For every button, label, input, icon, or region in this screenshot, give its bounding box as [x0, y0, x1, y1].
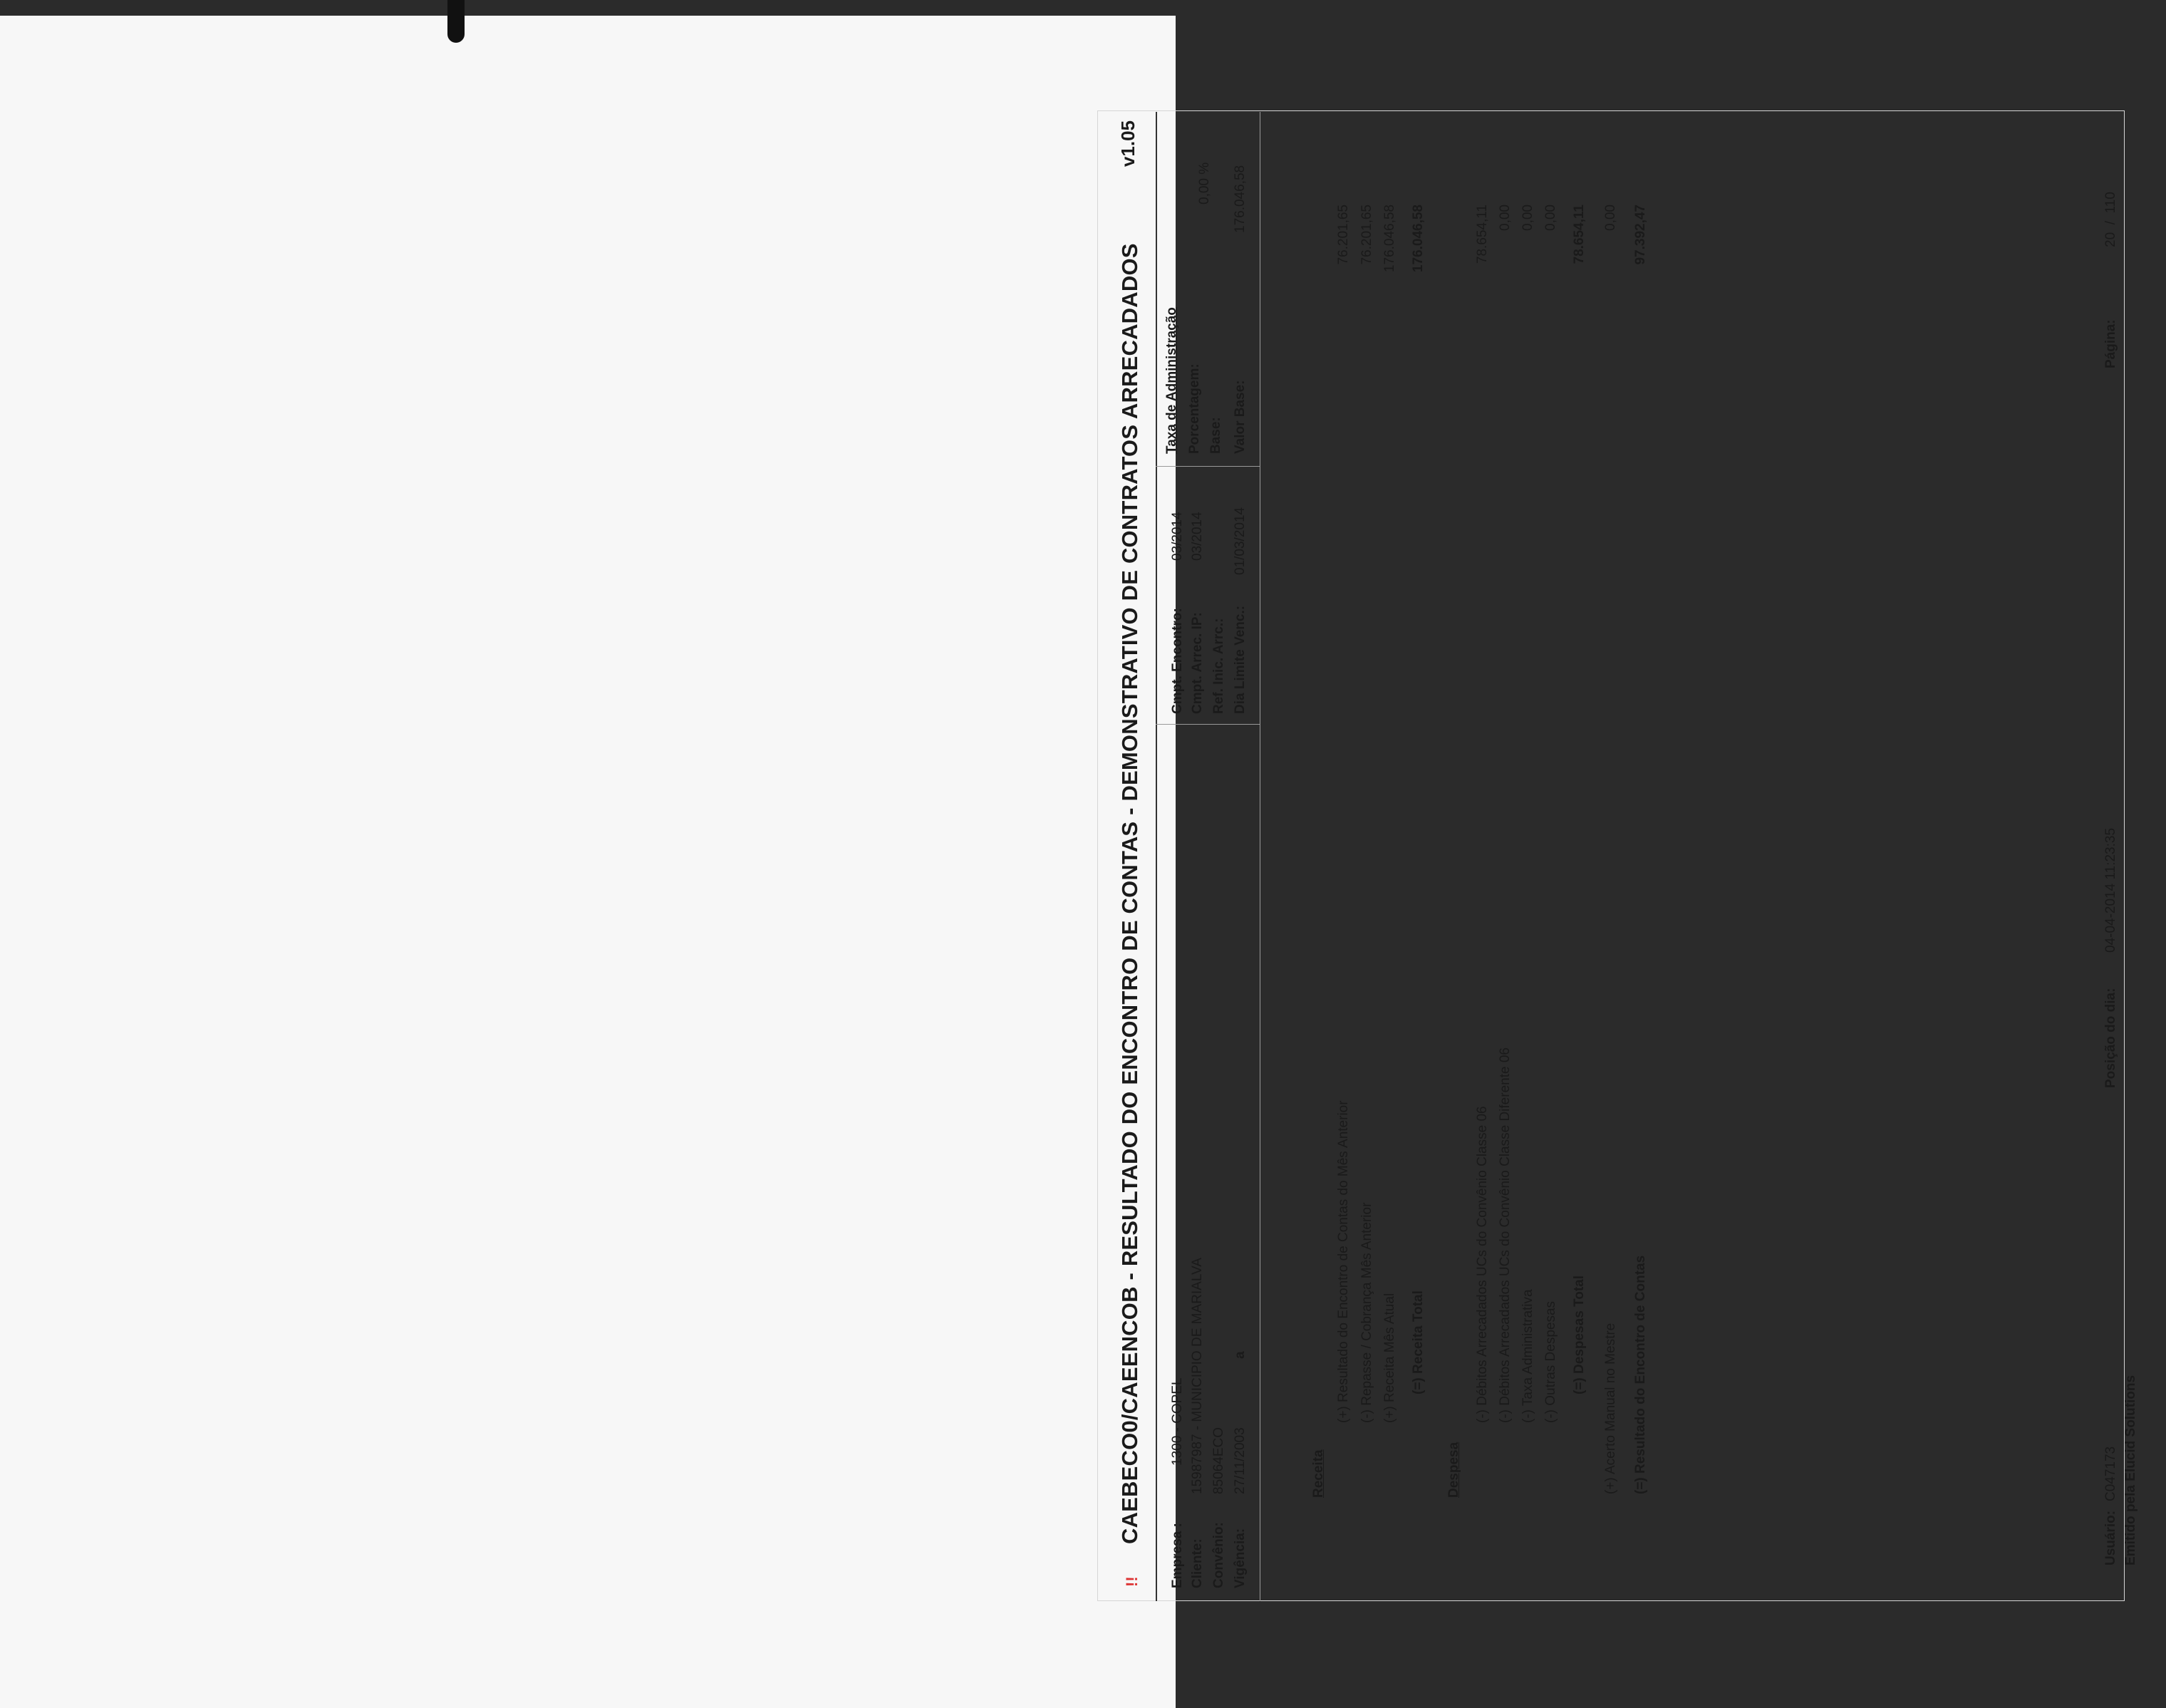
- report-header: [1097, 112, 1157, 1601]
- despesa-item-0-label: (-) Débitos Arrecadados UCs do Convênio Classe 06: [1475, 1106, 1490, 1423]
- taxa-title: Taxa de Administração: [1164, 307, 1179, 454]
- convenio-value: 85064ECO: [1211, 1427, 1226, 1494]
- despesa-item-0-value: 78.654,11: [1475, 205, 1490, 264]
- vigencia-label: Vigência:: [1233, 1528, 1248, 1588]
- valor-base-value: 176.046,58: [1233, 165, 1248, 233]
- empresa-label: Empresa :: [1170, 1523, 1185, 1588]
- cmpt-arrec-label: Cmpt. Arrec. IP:: [1190, 612, 1205, 714]
- info-column-divider-1: [1156, 724, 1260, 725]
- acerto-value: 0,00: [1603, 205, 1618, 231]
- base-label: Base:: [1208, 417, 1223, 454]
- porcentagem-value: 0,00 %: [1197, 162, 1212, 205]
- despesa-total-label: (=) Despesas Total: [1572, 1275, 1587, 1394]
- report-title: CAEBECO0/CAEENCOB - RESULTADO DO ENCONTRO DE CONTAS - DEMONSTRATIVO DE CONTRATOS ARRECADADOS: [1117, 243, 1142, 1544]
- usuario-label: Usuário:: [2103, 1510, 2118, 1565]
- resultado-label: (=) Resultado do Encontro de Contas: [1633, 1255, 1648, 1494]
- cmpt-encontro-value: 03/2014: [1170, 512, 1185, 561]
- cmpt-encontro-label: Cmpt. Encontro:: [1170, 608, 1185, 714]
- despesa-item-1-label: (-) Débitos Arrecadados UCs do Convênio Classe Diferente 06: [1498, 1047, 1513, 1423]
- resultado-value: 97.392,47: [1633, 205, 1648, 265]
- info-column-divider-2: [1156, 466, 1260, 467]
- receita-item-0-value: 76.201,65: [1336, 205, 1351, 265]
- ref-inic-label: Ref. Inic. Arrc.:: [1211, 618, 1226, 714]
- scanned-page: [0, 16, 1176, 1708]
- receita-item-0-label: (+) Resultado do Encontro de Contas do Mês Anterior: [1336, 1100, 1351, 1423]
- convenio-label: Convênio:: [1211, 1522, 1226, 1588]
- usuario-value: C047173: [2103, 1446, 2118, 1501]
- receita-total-label: (=) Receita Total: [1411, 1290, 1426, 1394]
- receita-item-1-label: (-) Repasse / Cobrança Mês Anterior: [1359, 1202, 1374, 1423]
- emitido-text: Emitido pela Elucid Solutions: [2123, 1375, 2138, 1565]
- vigencia-value: 27/11/2003: [1233, 1427, 1248, 1494]
- receita-section-title: Receita: [1311, 1449, 1326, 1498]
- despesa-item-2-label: (-) Taxa Administrativa: [1520, 1289, 1535, 1423]
- cliente-label: Cliente:: [1190, 1538, 1205, 1588]
- despesa-total-value: 78.654,11: [1572, 205, 1587, 264]
- acerto-label: (+) Acerto Manual no Mestre: [1603, 1323, 1618, 1494]
- despesa-item-3-value: 0,00: [1543, 205, 1558, 231]
- dia-limite-label: Dia Limite Venc.:: [1233, 605, 1248, 714]
- pagina-label: Página:: [2103, 319, 2118, 368]
- copel-logo-icon: !!: [1123, 1576, 1141, 1587]
- despesa-section-title: Despesa: [1446, 1442, 1461, 1498]
- posicao-value: 04-04-2014 11:23:35: [2103, 827, 2118, 953]
- vigencia-separator: a: [1233, 1351, 1248, 1359]
- receita-item-2-label: (+) Receita Mês Atual: [1382, 1293, 1397, 1423]
- report-version: v1.05: [1117, 120, 1139, 167]
- posicao-label: Posição do dia:: [2103, 988, 2118, 1088]
- cmpt-arrec-value: 03/2014: [1190, 512, 1205, 561]
- despesa-item-3-label: (-) Outras Despesas: [1543, 1300, 1558, 1423]
- receita-total-value: 176.046,58: [1411, 205, 1426, 273]
- pagina-value: 20 / 110: [2103, 192, 2118, 247]
- cliente-value: 15987987 - MUNICIPIO DE MARIALVA: [1190, 1258, 1205, 1494]
- despesa-item-2-value: 0,00: [1520, 205, 1535, 231]
- porcentagem-label: Porcentagem:: [1187, 363, 1202, 454]
- despesa-item-1-value: 0,00: [1498, 205, 1513, 231]
- receita-item-2-value: 176.046,58: [1382, 205, 1397, 273]
- scan-artifact: [447, 0, 465, 43]
- receita-item-1-value: 76.201,65: [1359, 205, 1374, 265]
- empresa-value: 1300 - COPEL: [1170, 1377, 1185, 1466]
- dia-limite-value: 01/03/2014: [1233, 507, 1248, 575]
- valor-base-label: Valor Base:: [1233, 380, 1248, 454]
